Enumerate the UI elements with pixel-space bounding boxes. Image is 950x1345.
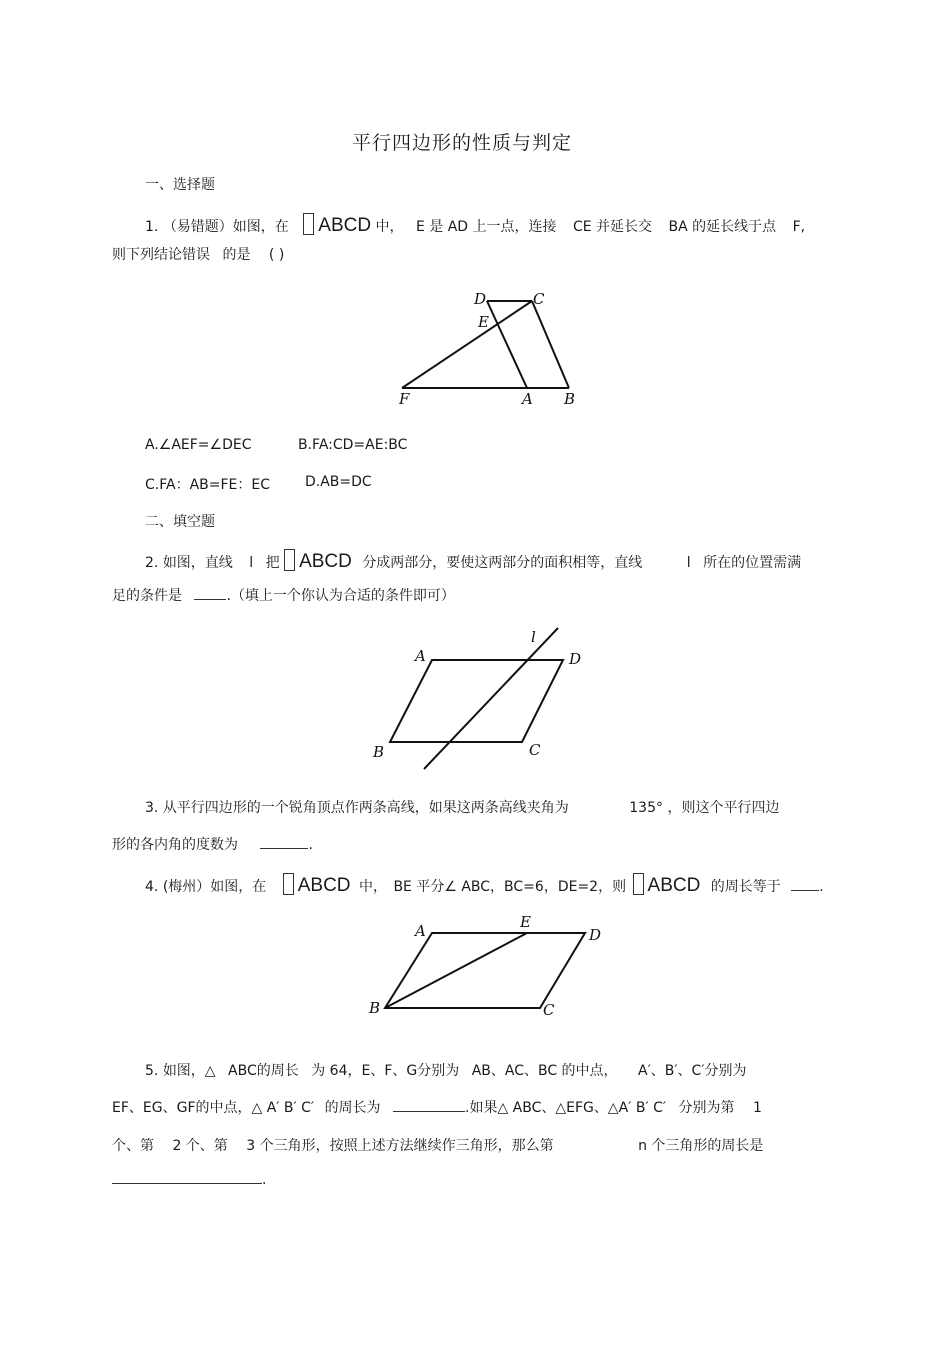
q2-line2 [112, 585, 455, 605]
q5-number: 5. [145, 1063, 159, 1079]
q5-line1 [145, 1060, 747, 1080]
fig4-label-d: D [589, 926, 602, 944]
q1-line2 [112, 244, 284, 264]
q3-answer-blank[interactable] [260, 848, 308, 849]
q2-line1 [145, 549, 801, 573]
fig4-parallelogram [385, 933, 585, 1008]
q4-number: 4. [145, 879, 159, 895]
q1-text-f: F, [792, 219, 806, 235]
q3-line2a: 形的各内角的度数为 [112, 837, 238, 853]
q4-abcd: ABCD [297, 875, 351, 896]
fig1-line-fc [402, 301, 532, 388]
fig4-label-c: C [543, 1001, 555, 1019]
q3-line1 [145, 797, 779, 817]
q1-option-a: A.∠AEF=∠DEC [145, 437, 252, 453]
q5-text-c: 为 64，E、F、G分别为 [311, 1063, 460, 1079]
q2-line2b: .（填上一个你认为合适的条件即可） [226, 588, 455, 604]
q3-angle: 135° [629, 800, 663, 816]
q2-text-c: 分成两部分，要使这两部分的面积相等，直线 [362, 555, 643, 571]
fig1-side-da [487, 301, 527, 388]
q2-text-a: 如图，直线 [162, 555, 233, 571]
q1-text-e: BA 的延长线于点 [668, 219, 777, 235]
fig1-label-e: E [478, 313, 489, 331]
q5-line3 [112, 1135, 763, 1155]
fig4-label-a: A [415, 922, 426, 940]
q2-text-d: 所在的位置需满 [703, 555, 802, 571]
q5-text-e: A′、B′、C′分别为 [638, 1063, 747, 1079]
q5-answer-blank-1[interactable] [393, 1111, 465, 1112]
q1-option-b: B.FA:CD=AE:BC [298, 437, 408, 453]
q1-option-c: C.FA：AB=FE：EC [145, 477, 271, 493]
q1-text-b: 中， [375, 219, 404, 235]
q2-answer-blank[interactable] [194, 599, 226, 600]
q5-line2c: .如果△ ABC、△EFG、△A′ B′ C′ [465, 1100, 667, 1116]
parallelogram-icon [283, 873, 294, 895]
q3-line2b: . [308, 837, 313, 853]
fig2-label-d: D [569, 650, 582, 668]
q5-line2e: 1 [752, 1100, 762, 1116]
fig4-label-e: E [520, 913, 531, 931]
q5-line3c: 3 个三角形，按照上述方法继续作三角形，那么第 [246, 1138, 554, 1154]
q1-option-d: D.AB=DC [305, 474, 372, 490]
q5-line4-end: . [262, 1172, 267, 1188]
q5-line3d: n 个三角形的周长是 [638, 1138, 764, 1154]
figure-q1 [390, 285, 590, 410]
fig1-label-a: A [522, 390, 533, 408]
q5-line2a: EF、EG、GF的中点，△ A′ B′ C′ [112, 1100, 315, 1116]
fig2-parallelogram [390, 660, 563, 742]
q5-line2b: 的周长为 [324, 1100, 381, 1116]
q5-line3a: 个、第 [112, 1138, 154, 1154]
q3-line2 [112, 834, 313, 854]
fig1-label-c: C [533, 290, 545, 308]
q2-number: 2. [145, 555, 159, 571]
fig1-label-d: D [474, 290, 487, 308]
fig2-label-b: B [373, 743, 385, 761]
figure-q2 [365, 622, 595, 772]
fig2-label-c: C [529, 741, 541, 759]
q5-text-b: ABC的周长 [228, 1063, 299, 1079]
q4-end: . [819, 879, 824, 895]
q1-text-c: E 是 AD 上一点，连接 [415, 219, 557, 235]
q5-text-d: AB、AC、BC 的中点， [471, 1063, 618, 1079]
q1-line2a: 则下列结论错误 [112, 247, 210, 263]
fig4-line-be [385, 933, 527, 1008]
q3-text-a: 从平行四边形的一个锐角顶点作两条高线，如果这两条高线夹角为 [162, 800, 569, 816]
q1-paren: ( ) [268, 247, 285, 263]
q4-text-c: BE 平分∠ ABC，BC=6，DE=2，则 [393, 879, 627, 895]
q4-text-a: (梅州）如图，在 [162, 879, 267, 895]
q2-l: l [249, 555, 254, 571]
fig4-label-b: B [369, 999, 381, 1017]
q3-number: 3. [145, 800, 159, 816]
q4-text-d: 的周长等于 [710, 879, 781, 895]
parallelogram-icon [284, 549, 295, 571]
q5-line2 [112, 1097, 762, 1117]
q2-abcd: ABCD [299, 551, 352, 572]
q4-answer-blank[interactable] [791, 890, 819, 891]
q5-line4 [112, 1172, 266, 1188]
q5-line2d: 分别为第 [678, 1100, 735, 1116]
figure-q4 [365, 910, 610, 1022]
parallelogram-icon [633, 873, 644, 895]
page-title: 平行四边形的性质与判定 [352, 132, 573, 154]
q2-text-b: 把 [265, 555, 280, 571]
q5-answer-blank-2[interactable] [112, 1183, 262, 1184]
q5-text-a: 如图，△ [162, 1063, 216, 1079]
q5-line3b: 2 个、第 [172, 1138, 228, 1154]
fig2-label-l: l [531, 628, 536, 646]
q2-line2a: 足的条件是 [112, 588, 182, 604]
section-heading-fill: 二、填空题 [145, 514, 215, 530]
fig1-label-f: F [399, 390, 410, 408]
q1-abcd: ABCD [318, 215, 372, 236]
q4-line1 [145, 873, 824, 897]
q1-number: 1. [145, 219, 159, 235]
q4-abcd2: ABCD [647, 875, 701, 896]
q2-l2: l [686, 555, 691, 571]
q3-text-b: ，则这个平行四边 [667, 800, 780, 816]
fig2-label-a: A [415, 647, 426, 665]
q1-line2b: 的是 [222, 247, 251, 263]
section-heading-choice: 一、选择题 [145, 177, 215, 193]
fig1-side-cb [532, 301, 569, 388]
q4-text-b: 中， [358, 879, 387, 895]
q1-text-a: （易错题）如图，在 [162, 219, 289, 235]
fig1-label-b: B [564, 390, 576, 408]
parallelogram-icon [303, 213, 314, 235]
q1-line1 [145, 213, 805, 237]
q1-text-d: CE 并延长交 [572, 219, 653, 235]
